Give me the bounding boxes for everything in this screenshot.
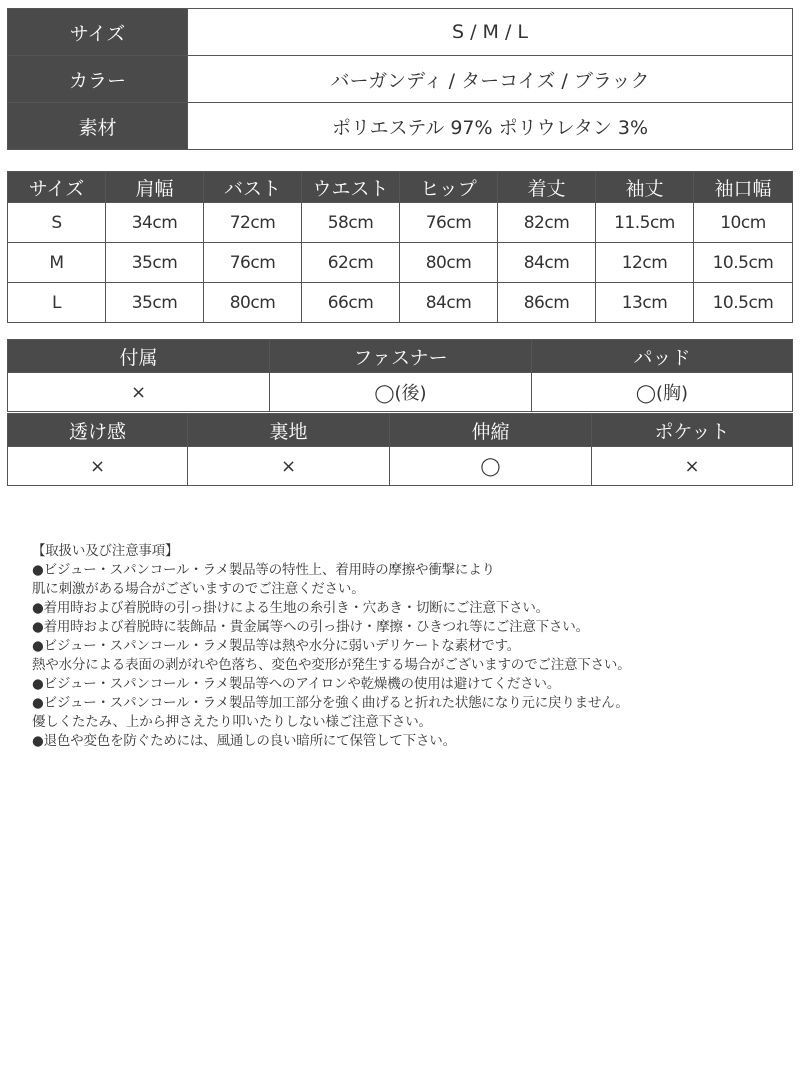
attribute-header-row: [8, 414, 793, 447]
spec-label: カラー: [8, 56, 188, 103]
spec-row-material: [8, 103, 793, 150]
attribute-header-row: [8, 340, 793, 373]
size-cell: 34cm: [106, 203, 204, 243]
care-note-line: ●ビジュー・スパンコール・ラメ製品等加工部分を強く曲げると折れた状態になり元に戻りません。: [32, 695, 629, 711]
size-cell: 11.5cm: [596, 203, 694, 243]
attribute-table-accessories: [7, 339, 793, 412]
size-table-header: [8, 172, 793, 203]
care-notes: [32, 542, 792, 751]
size-header-cell: バスト: [204, 172, 302, 203]
attribute-header-cell: 裏地: [188, 414, 390, 447]
attribute-header-cell: 伸縮: [390, 414, 592, 447]
spec-row-size: [8, 9, 793, 56]
attribute-value-cell: ×: [188, 447, 390, 486]
size-header-cell: 肩幅: [106, 172, 204, 203]
spec-table: [7, 8, 793, 150]
size-cell: 76cm: [204, 243, 302, 283]
care-note-line: ●着用時および着脱時の引っ掛けによる生地の糸引き・穴あき・切断にご注意下さい。: [32, 600, 549, 616]
care-note-line: ●ビジュー・スパンコール・ラメ製品等は熱や水分に弱いデリケートな素材です。: [32, 638, 521, 654]
spec-label: 素材: [8, 103, 188, 150]
size-cell: 10.5cm: [694, 283, 793, 323]
size-cell: 13cm: [596, 283, 694, 323]
attribute-value-cell: ×: [8, 447, 188, 486]
size-cell: 80cm: [204, 283, 302, 323]
care-note-line: ●着用時および着脱時に装飾品・貴金属等への引っ掛け・摩擦・ひきつれ等にご注意下さい。: [32, 619, 589, 635]
care-notes-heading: 【取扱い及び注意事項】: [32, 543, 179, 559]
attribute-value-cell: ×: [592, 447, 793, 486]
attribute-value-cell: ◯(胸): [532, 373, 793, 412]
size-table: [7, 171, 793, 323]
attribute-header-cell: 付属: [8, 340, 270, 373]
spec-value: S / M / L: [188, 9, 793, 56]
table-row: [8, 283, 793, 323]
table-row: [8, 243, 793, 283]
size-header-cell: 着丈: [498, 172, 596, 203]
attribute-table-features: [7, 413, 793, 486]
care-note-line: ●ビジュー・スパンコール・ラメ製品等へのアイロンや乾燥機の使用は避けてください。: [32, 676, 561, 692]
size-cell: 72cm: [204, 203, 302, 243]
attribute-header-cell: パッド: [532, 340, 793, 373]
attribute-value-cell: ◯(後): [270, 373, 532, 412]
care-note-line: 肌に刺激がある場合がございますのでご注意ください。: [32, 581, 365, 597]
size-cell: 35cm: [106, 243, 204, 283]
size-cell: 80cm: [400, 243, 498, 283]
attribute-header-cell: ファスナー: [270, 340, 532, 373]
care-note-line: 熱や水分による表面の剥がれや色落ち、変色や変形が発生する場合がございますのでご注意下さい。: [32, 657, 631, 673]
attribute-header-cell: ポケット: [592, 414, 793, 447]
size-header-cell: サイズ: [8, 172, 106, 203]
attribute-value-cell: ×: [8, 373, 270, 412]
size-cell: M: [8, 243, 106, 283]
attribute-value-row: [8, 373, 793, 412]
size-header-cell: 袖丈: [596, 172, 694, 203]
size-cell: 76cm: [400, 203, 498, 243]
care-note-line: 優しくたたみ、上から押さえたり叩いたりしない様ご注意下さい。: [32, 714, 432, 730]
size-cell: 86cm: [498, 283, 596, 323]
size-cell: 12cm: [596, 243, 694, 283]
spec-value: バーガンディ / ターコイズ / ブラック: [188, 56, 793, 103]
attribute-value-cell: ◯: [390, 447, 592, 486]
size-header-cell: 袖口幅: [694, 172, 793, 203]
size-cell: 82cm: [498, 203, 596, 243]
size-cell: 84cm: [400, 283, 498, 323]
size-cell: 84cm: [498, 243, 596, 283]
spec-value: ポリエステル 97% ポリウレタン 3%: [188, 103, 793, 150]
size-cell: 66cm: [302, 283, 400, 323]
attribute-header-cell: 透け感: [8, 414, 188, 447]
size-cell: S: [8, 203, 106, 243]
size-cell: 10.5cm: [694, 243, 793, 283]
spec-label: サイズ: [8, 9, 188, 56]
size-cell: 62cm: [302, 243, 400, 283]
size-header-cell: ヒップ: [400, 172, 498, 203]
size-cell: 58cm: [302, 203, 400, 243]
size-cell: 10cm: [694, 203, 793, 243]
size-cell: L: [8, 283, 106, 323]
attribute-value-row: [8, 447, 793, 486]
care-note-line: ●退色や変色を防ぐためには、風通しの良い暗所にて保管して下さい。: [32, 733, 456, 749]
table-row: [8, 203, 793, 243]
size-cell: 35cm: [106, 283, 204, 323]
size-header-cell: ウエスト: [302, 172, 400, 203]
care-note-line: ●ビジュー・スパンコール・ラメ製品等の特性上、着用時の摩擦や衝撃により: [32, 562, 495, 578]
spec-row-color: [8, 56, 793, 103]
